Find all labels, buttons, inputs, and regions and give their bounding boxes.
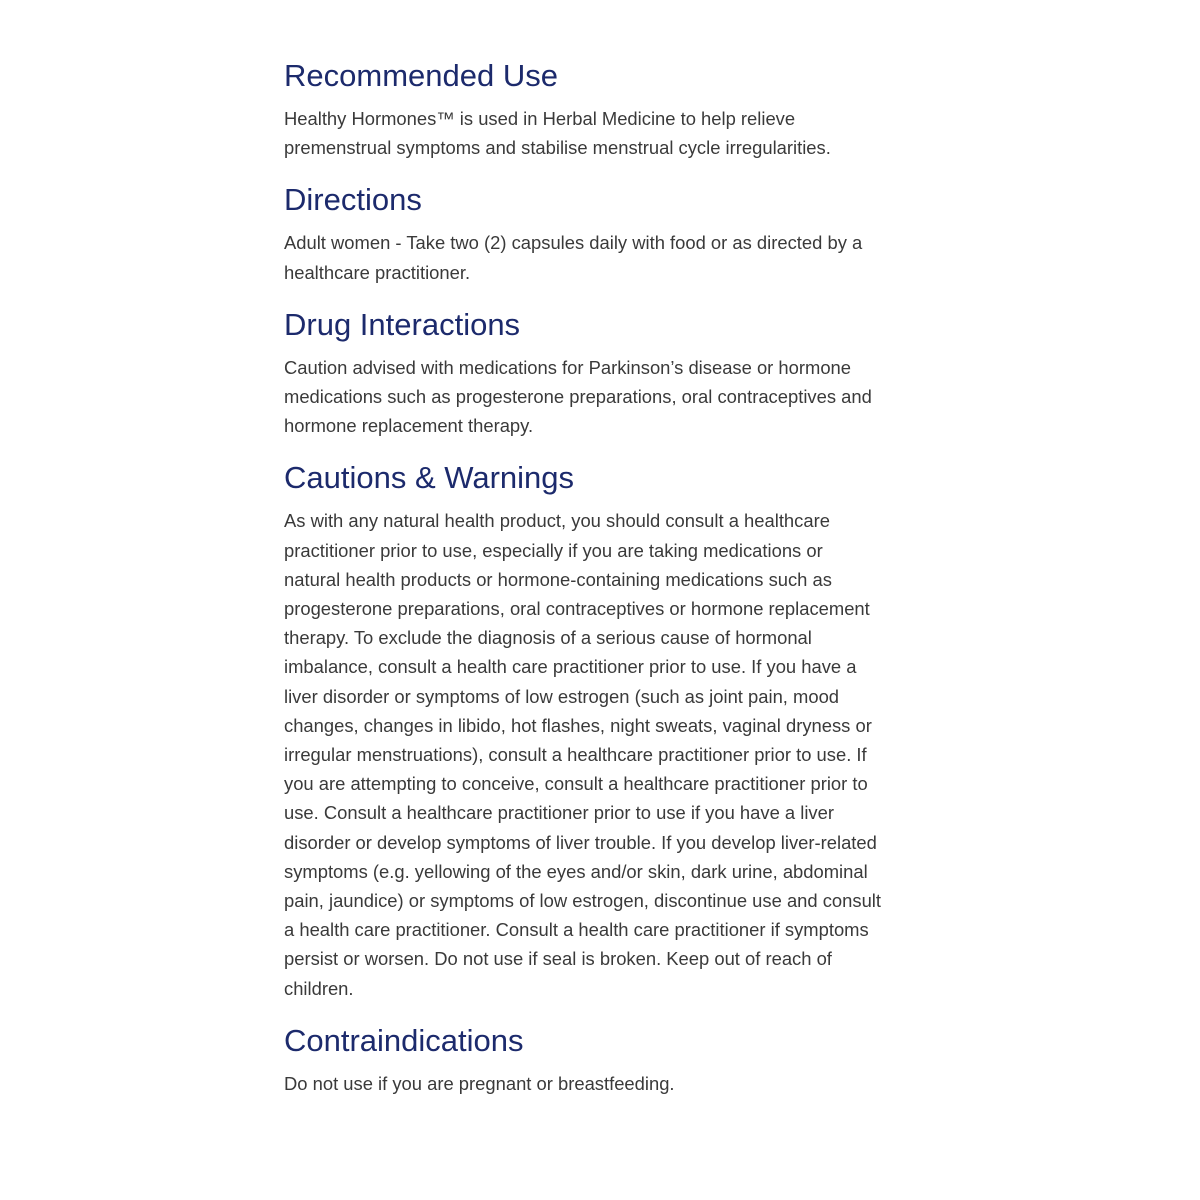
text-line: irregular menstruations), consult a healthcare practitioner prior to use. If xyxy=(284,744,867,766)
text-line: hormone replacement therapy. xyxy=(284,415,534,437)
section-directions xyxy=(284,180,924,286)
section-title: Recommended Use xyxy=(284,58,558,93)
text-line: progesterone preparations, oral contraceptives or hormone replacement xyxy=(284,598,870,620)
section-body xyxy=(284,1069,924,1098)
section-recommended-use xyxy=(284,56,924,162)
text-line: liver disorder or symptoms of low estrogen (such as joint pain, mood xyxy=(284,685,840,707)
product-info-content xyxy=(284,56,924,1116)
section-cautions-warnings xyxy=(284,458,924,1002)
text-line: symptoms (e.g. yellowing of the eyes and/or skin, dark urine, abdominal xyxy=(284,860,868,882)
text-line: you are attempting to conceive, consult a healthcare practitioner prior to xyxy=(284,773,868,795)
text-line: As with any natural health product, you should consult a healthcare xyxy=(284,510,830,532)
text-line: children. xyxy=(284,977,354,999)
text-line: Healthy Hormones™ is used in Herbal Medicine to help relieve xyxy=(284,108,796,129)
section-title: Directions xyxy=(284,182,422,218)
text-line: persist or worsen. Do not use if seal is broken. Keep out of reach of xyxy=(284,948,832,970)
section-contraindications xyxy=(284,1021,924,1098)
section-body xyxy=(284,104,924,162)
section-body xyxy=(284,228,924,286)
section-drug-interactions xyxy=(284,305,924,441)
text-line: changes, changes in libido, hot flashes, night sweats, vaginal dryness or xyxy=(284,714,872,736)
text-line: natural health products or hormone-containing medications such as xyxy=(284,568,832,590)
section-title: Cautions & Warnings xyxy=(284,460,575,496)
section-body xyxy=(284,353,924,441)
text-line: use. Consult a healthcare practitioner prior to use if you have a liver xyxy=(284,802,834,824)
text-line: practitioner prior to use, especially if you are taking medications or xyxy=(284,539,823,561)
section-body xyxy=(284,506,924,1002)
text-line: healthcare practitioner. xyxy=(284,261,471,283)
text-line: a health care practitioner. Consult a health care practitioner if symptoms xyxy=(284,919,869,941)
text-line: disorder or develop symptoms of liver trouble. If you develop liver-related xyxy=(284,831,877,853)
text-line: medications such as progesterone preparations, oral contraceptives and xyxy=(284,386,872,408)
text-line: Do not use if you are pregnant or breastfeeding. xyxy=(284,1072,675,1094)
section-title: Contraindications xyxy=(284,1022,524,1058)
text-line: premenstrual symptoms and stabilise menstrual cycle irregularities. xyxy=(284,137,831,159)
text-line: Caution advised with medications for Parkinson’s disease or hormone xyxy=(284,356,852,378)
text-line: pain, jaundice) or symptoms of low estrogen, discontinue use and consult xyxy=(284,890,882,912)
text-line: imbalance, consult a health care practitioner prior to use. If you have a xyxy=(284,656,857,678)
text-line: therapy. To exclude the diagnosis of a serious cause of hormonal xyxy=(284,627,812,649)
section-title: Drug Interactions xyxy=(284,306,521,342)
text-line: Adult women - Take two (2) capsules daily with food or as directed by a xyxy=(284,232,863,254)
